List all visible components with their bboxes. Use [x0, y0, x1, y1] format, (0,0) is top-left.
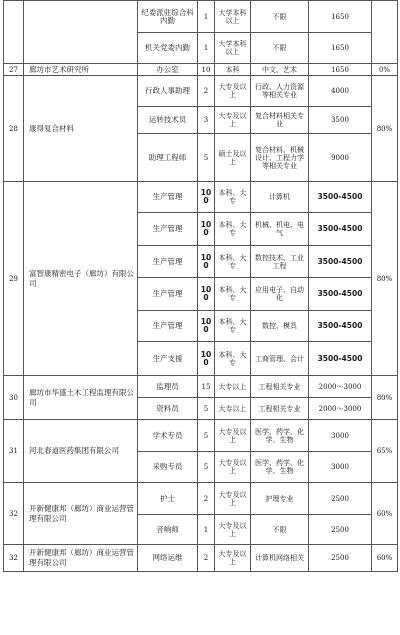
headcount-cell: 1 [198, 33, 215, 64]
jobs-table [3, 0, 398, 572]
table-row [4, 1, 398, 33]
major-cell: 工商管理、会计 [251, 342, 309, 376]
table-row [4, 376, 398, 398]
position-cell: 助理工程师 [138, 134, 198, 182]
headcount-cell: 3 [198, 107, 215, 134]
major-cell: 数控技术、工业工程 [251, 246, 309, 278]
row-number-cell [4, 1, 24, 64]
headcount-cell: 1 [198, 1, 215, 33]
percentage-cell [372, 1, 398, 64]
jobs-table-body [4, 1, 398, 572]
headcount-cell: 100 [198, 278, 215, 311]
headcount-cell: 1 [198, 515, 215, 545]
salary-cell: 3500-4500 [309, 182, 372, 213]
position-cell: 机关党委内勤 [138, 33, 198, 64]
headcount-cell: 2 [198, 483, 215, 515]
headcount-cell: 5 [198, 134, 215, 182]
education-cell: 本科、大专 [215, 213, 251, 246]
education-cell: 大专及以上 [215, 515, 251, 545]
percentage-cell: 65% [372, 420, 398, 483]
major-cell: 复合材料相关专业 [251, 107, 309, 134]
position-cell: 生产管理 [138, 311, 198, 342]
company-name-cell: 开新健康邦（廊坊）商业运营管理有限公司 [24, 483, 138, 545]
table-row [4, 64, 398, 76]
position-cell: 监理员 [138, 376, 198, 398]
row-number-cell: 32 [4, 483, 24, 545]
percentage-cell: 80% [372, 76, 398, 182]
education-cell: 本科、大专 [215, 311, 251, 342]
headcount-cell: 2 [198, 76, 215, 107]
education-cell: 本科、大专 [215, 182, 251, 213]
position-cell: 资料员 [138, 398, 198, 420]
company-name-cell: 廊坊市华盛土木工程监理有限公司 [24, 376, 138, 420]
row-number-cell: 27 [4, 64, 24, 76]
table-row [4, 420, 398, 452]
headcount-cell: 2 [198, 545, 215, 572]
headcount-cell: 100 [198, 246, 215, 278]
major-cell: 工程相关专业 [251, 398, 309, 420]
headcount-cell: 15 [198, 376, 215, 398]
major-cell: 护理专业 [251, 483, 309, 515]
position-cell: 生产管理 [138, 278, 198, 311]
education-cell: 大学本科以上 [215, 33, 251, 64]
salary-cell: 2000～3000 [309, 398, 372, 420]
position-cell: 采购专员 [138, 452, 198, 483]
company-name-cell: 开新健康邦（廊坊）商业运营管理有限公司 [24, 545, 138, 572]
education-cell: 本科、大专 [215, 278, 251, 311]
salary-cell: 3000 [309, 452, 372, 483]
headcount-cell: 5 [198, 398, 215, 420]
major-cell: 医学、药学、化学、生物 [251, 420, 309, 452]
education-cell: 大专及以上 [215, 545, 251, 572]
salary-cell: 3500 [309, 107, 372, 134]
company-name-cell: 富智康精密电子（廊坊）有限公司 [24, 182, 138, 376]
percentage-cell: 0% [372, 64, 398, 76]
salary-cell: 3500-4500 [309, 246, 372, 278]
position-cell: 纪委派驻综合科内勤 [138, 1, 198, 33]
salary-cell: 3000 [309, 420, 372, 452]
position-cell: 生产管理 [138, 182, 198, 213]
headcount-cell: 100 [198, 311, 215, 342]
row-number-cell: 28 [4, 76, 24, 182]
major-cell: 复合材料、机械设计、工程力学等相关专业 [251, 134, 309, 182]
row-number-cell: 29 [4, 182, 24, 376]
company-name-cell: 廊坊市艺术研究所 [24, 64, 138, 76]
percentage-cell: 60% [372, 545, 398, 572]
row-number-cell: 31 [4, 420, 24, 483]
salary-cell: 2500 [309, 515, 372, 545]
headcount-cell: 5 [198, 420, 215, 452]
salary-cell: 4000 [309, 76, 372, 107]
headcount-cell: 10 [198, 64, 215, 76]
major-cell: 工程相关专业 [251, 376, 309, 398]
company-name-cell [24, 1, 138, 64]
table-row [4, 76, 398, 107]
education-cell: 本科 [215, 64, 251, 76]
position-cell: 音响师 [138, 515, 198, 545]
major-cell: 数控、模具 [251, 311, 309, 342]
major-cell: 中文、艺术 [251, 64, 309, 76]
salary-cell: 2500 [309, 545, 372, 572]
major-cell: 机械、机电、电气 [251, 213, 309, 246]
education-cell: 大专以上 [215, 398, 251, 420]
salary-cell: 3500-4500 [309, 311, 372, 342]
company-name-cell: 河北春道医药集团有限公司 [24, 420, 138, 483]
education-cell: 大学本科以上 [215, 1, 251, 33]
education-cell: 大专及以上 [215, 483, 251, 515]
row-number-cell: 32 [4, 545, 24, 572]
position-cell: 运转技术员 [138, 107, 198, 134]
salary-cell: 9000 [309, 134, 372, 182]
table-row [4, 545, 398, 572]
position-cell: 生产管理 [138, 213, 198, 246]
major-cell: 不限 [251, 515, 309, 545]
percentage-cell: 80% [372, 376, 398, 420]
salary-cell: 2500 [309, 483, 372, 515]
education-cell: 硕士及以上 [215, 134, 251, 182]
major-cell: 应用电子、自动化 [251, 278, 309, 311]
percentage-cell: 80% [372, 182, 398, 376]
percentage-cell: 60% [372, 483, 398, 545]
major-cell: 计算机网络相关 [251, 545, 309, 572]
position-cell: 生产管理 [138, 246, 198, 278]
salary-cell: 3500-4500 [309, 342, 372, 376]
headcount-cell: 100 [198, 213, 215, 246]
major-cell: 计算机 [251, 182, 309, 213]
headcount-cell: 100 [198, 342, 215, 376]
headcount-cell: 5 [198, 452, 215, 483]
education-cell: 本科、大专 [215, 246, 251, 278]
salary-cell: 3500-4500 [309, 213, 372, 246]
education-cell: 大专及以上 [215, 107, 251, 134]
major-cell: 不限 [251, 1, 309, 33]
position-cell: 办公室 [138, 64, 198, 76]
headcount-cell: 100 [198, 182, 215, 213]
table-row [4, 483, 398, 515]
table-row [4, 182, 398, 213]
position-cell: 学术专员 [138, 420, 198, 452]
salary-cell: 1650 [309, 1, 372, 33]
position-cell: 行政人事助理 [138, 76, 198, 107]
position-cell: 网络运维 [138, 545, 198, 572]
company-name-cell: 康得复合材料 [24, 76, 138, 182]
salary-cell: 2000～3000 [309, 376, 372, 398]
education-cell: 大专及以上 [215, 76, 251, 107]
major-cell: 行政、人力资源等相关专业 [251, 76, 309, 107]
position-cell: 护士 [138, 483, 198, 515]
salary-cell: 1650 [309, 33, 372, 64]
education-cell: 大专以上 [215, 376, 251, 398]
salary-cell: 3500-4500 [309, 278, 372, 311]
major-cell: 医学、药学、化学、生物 [251, 452, 309, 483]
education-cell: 本科、大专 [215, 342, 251, 376]
education-cell: 大专及以上 [215, 420, 251, 452]
position-cell: 生产支援 [138, 342, 198, 376]
salary-cell: 1650 [309, 64, 372, 76]
row-number-cell: 30 [4, 376, 24, 420]
education-cell: 大专及以上 [215, 452, 251, 483]
major-cell: 不限 [251, 33, 309, 64]
